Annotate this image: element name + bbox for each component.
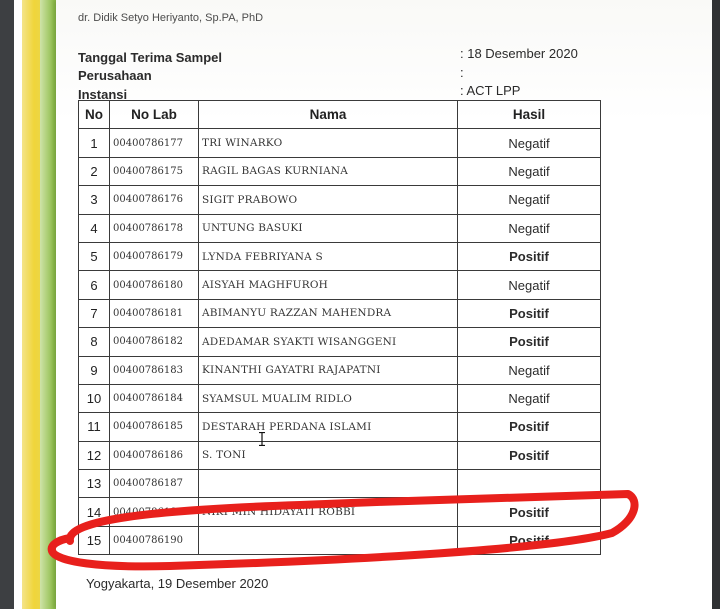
meta-label-company: Perusahaan xyxy=(78,68,152,83)
lab-number: 00400786189 xyxy=(110,498,199,526)
test-result: Positif xyxy=(458,441,601,469)
lab-number: 00400786175 xyxy=(110,157,199,185)
test-result: Negatif xyxy=(458,186,601,214)
row-number: 14 xyxy=(79,498,110,526)
patient-name: S. TONI xyxy=(199,441,458,469)
patient-name: SYAMSUL MUALIM RIDLO xyxy=(199,384,458,412)
footer-place-date: Yogyakarta, 19 Desember 2020 xyxy=(86,576,269,591)
lab-number: 00400786179 xyxy=(110,242,199,270)
doctor-name: dr. Didik Setyo Heriyanto, Sp.PA, PhD xyxy=(78,12,264,24)
row-number: 7 xyxy=(79,299,110,327)
test-result: Negatif xyxy=(458,271,601,299)
test-result: Negatif xyxy=(458,384,601,412)
meta-label-institution: Instansi xyxy=(78,87,128,102)
row-number: 6 xyxy=(79,271,110,299)
test-result: Positif xyxy=(458,413,601,441)
patient-name: TRI WINARKO xyxy=(199,129,458,157)
row-number: 5 xyxy=(79,242,110,270)
lab-number: 00400786181 xyxy=(110,299,199,327)
column-header-name: Nama xyxy=(199,101,458,129)
test-result: Negatif xyxy=(458,129,601,157)
row-number: 1 xyxy=(79,129,110,157)
row-number: 3 xyxy=(79,186,110,214)
lab-number: 00400786176 xyxy=(110,186,199,214)
lab-number: 00400786182 xyxy=(110,328,199,356)
patient-name: RAGIL BAGAS KURNIANA xyxy=(199,157,458,185)
patient-name: ABIMANYU RAZZAN MAHENDRA xyxy=(199,299,458,327)
test-result: Positif xyxy=(458,299,601,327)
row-number: 8 xyxy=(79,328,110,356)
lab-number: 00400786183 xyxy=(110,356,199,384)
row-number: 9 xyxy=(79,356,110,384)
column-header-result: Hasil xyxy=(458,101,601,129)
patient-name: DESTARAH PERDANA ISLAMI xyxy=(199,413,458,441)
test-result: Positif xyxy=(458,328,601,356)
patient-name: UNTUNG BASUKI xyxy=(199,214,458,242)
lab-number: 00400786178 xyxy=(110,214,199,242)
lab-number: 00400786187 xyxy=(110,470,199,498)
lab-number: 00400786190 xyxy=(110,526,199,554)
meta-value-company: : xyxy=(460,65,464,80)
row-number: 12 xyxy=(79,441,110,469)
test-result: Negatif xyxy=(458,157,601,185)
patient-name: ADEDAMAR SYAKTI WISANGGENI xyxy=(199,328,458,356)
patient-name: AISYAH MAGHFUROH xyxy=(199,271,458,299)
meta-value-institution: : ACT LPP xyxy=(460,83,521,98)
row-number: 10 xyxy=(79,384,110,412)
row-number: 13 xyxy=(79,470,110,498)
row-number: 11 xyxy=(79,413,110,441)
lab-number: 00400786186 xyxy=(110,441,199,469)
test-result: Positif xyxy=(458,526,601,554)
column-header-lab: No Lab xyxy=(110,101,199,129)
lab-number: 00400786177 xyxy=(110,129,199,157)
row-number: 2 xyxy=(79,157,110,185)
patient-name: SIGIT PRABOWO xyxy=(199,186,458,214)
lab-number: 00400786180 xyxy=(110,271,199,299)
patient-name: NIKI MIN HIDAYATI ROBBI xyxy=(199,498,458,526)
lab-number: 00400786185 xyxy=(110,413,199,441)
test-result: Positif xyxy=(458,498,601,526)
meta-label-date: Tanggal Terima Sampel xyxy=(78,50,223,65)
patient-name: LYNDA FEBRIYANA S xyxy=(199,242,458,270)
meta-value-date: : 18 Desember 2020 xyxy=(460,46,578,61)
test-result: Negatif xyxy=(458,214,601,242)
column-header-no: No xyxy=(79,101,110,129)
lab-number: 00400786184 xyxy=(110,384,199,412)
row-number: 15 xyxy=(79,526,110,554)
test-result: Negatif xyxy=(458,356,601,384)
row-number: 4 xyxy=(79,214,110,242)
test-result: Positif xyxy=(458,242,601,270)
patient-name: KINANTHI GAYATRI RAJAPATNI xyxy=(199,356,458,384)
